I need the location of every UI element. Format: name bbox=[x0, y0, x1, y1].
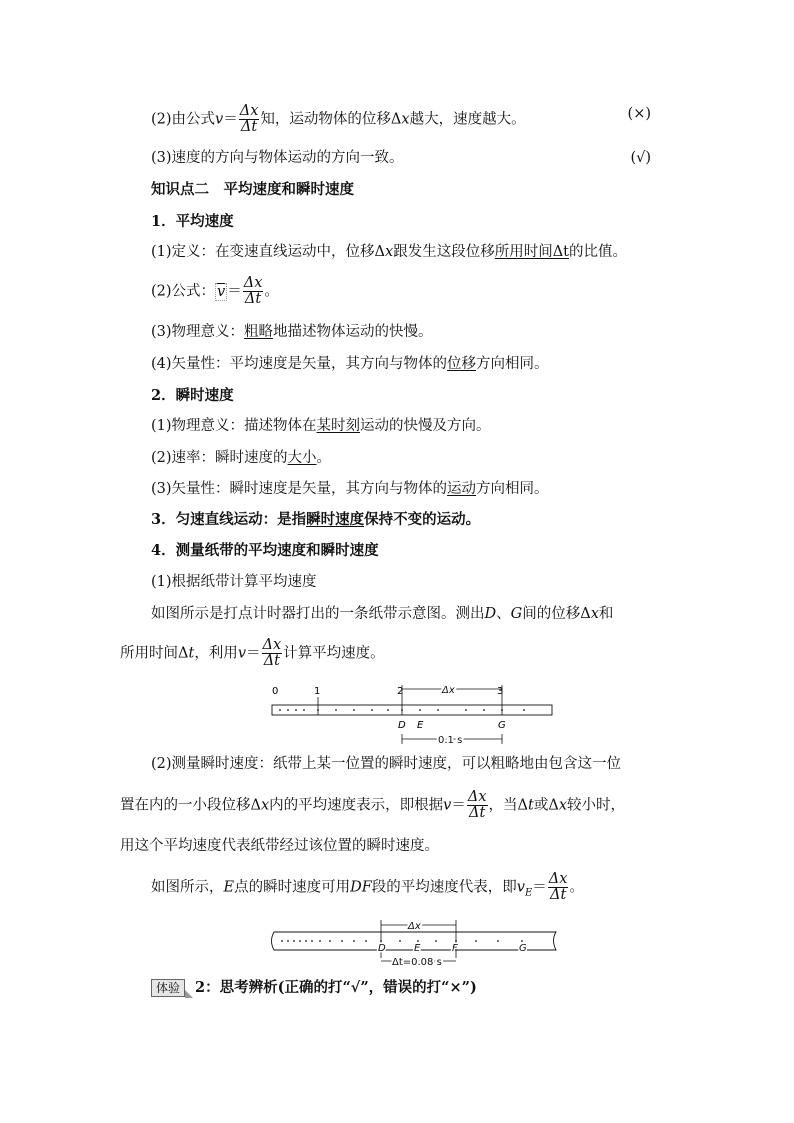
underlined: 所用时间Δt bbox=[494, 244, 570, 260]
underlined: 粗略 bbox=[244, 324, 274, 340]
frac-den: Δt bbox=[549, 887, 567, 903]
badge-corner-icon bbox=[185, 990, 193, 998]
exercise-heading bbox=[151, 978, 477, 998]
text: (2)由公式 bbox=[151, 111, 216, 128]
eq: ＝ bbox=[227, 283, 242, 300]
para-1-line-1 bbox=[151, 604, 613, 624]
underlined: 运动 bbox=[447, 481, 477, 497]
def-line bbox=[151, 242, 627, 262]
text: 知，运动物体的位移Δ bbox=[260, 111, 402, 128]
frac-den: Δt bbox=[240, 119, 258, 135]
text: 跟发生这段位移 bbox=[393, 244, 495, 260]
text: 如图所示， bbox=[151, 879, 224, 896]
tape2-point-d: D bbox=[378, 943, 386, 954]
fraction bbox=[262, 638, 283, 669]
subsection-4: 4．测量纸带的平均速度和瞬时速度 bbox=[151, 542, 379, 559]
var: t bbox=[528, 797, 534, 814]
text: 越大，速度越大。 bbox=[409, 111, 526, 128]
tape1-num-2: 2 bbox=[397, 686, 404, 697]
frac-den: Δt bbox=[469, 805, 486, 821]
tape2-time-label: Δt=0.08 s bbox=[392, 957, 442, 968]
underlined: 大小 bbox=[287, 450, 317, 466]
var: v bbox=[237, 645, 247, 662]
var-x: x bbox=[401, 111, 410, 128]
subsection-1: 1．平均速度 bbox=[151, 213, 234, 230]
vector-line bbox=[151, 354, 549, 374]
tape2-point-e: E bbox=[414, 943, 421, 954]
para-3 bbox=[151, 872, 584, 903]
frac-num: Δx bbox=[548, 871, 568, 887]
inst-vector-line bbox=[151, 479, 549, 499]
text: (2)速率：瞬时速度的 bbox=[151, 450, 288, 466]
frac-num: Δx bbox=[243, 275, 263, 291]
tape1-time-label: 0.1 s bbox=[438, 735, 463, 746]
text: 。 bbox=[569, 879, 584, 896]
underlined: 瞬时速度 bbox=[306, 511, 365, 528]
var: x bbox=[260, 797, 270, 814]
text: 的比值。 bbox=[569, 244, 628, 260]
underlined: 位移 bbox=[447, 356, 477, 372]
fraction bbox=[467, 790, 488, 821]
tape1-point-e: E bbox=[417, 720, 424, 731]
tape-diagram-2 bbox=[266, 918, 566, 970]
text: (1)定义：在变速直线运动中，位移Δ bbox=[151, 244, 386, 260]
text: (2)测量瞬时速度：纸带上某一位置的瞬时速度，可以粗略地由包含这一位 bbox=[151, 756, 622, 772]
text: ，当Δ bbox=[488, 797, 529, 814]
text: 3．匀速直线运动：是指 bbox=[151, 511, 307, 528]
tape2-point-g: G bbox=[519, 943, 527, 954]
text: 地描述物体运动的快慢。 bbox=[273, 324, 433, 340]
text: 和 bbox=[598, 606, 614, 622]
judge-mark: (×) bbox=[627, 106, 651, 122]
tape1-point-d: D bbox=[398, 720, 406, 731]
text: (1)物理意义：描述物体在 bbox=[151, 418, 317, 434]
eq: ＝ bbox=[223, 111, 238, 128]
text: 计算平均速度。 bbox=[283, 645, 385, 662]
tape1-point-g: G bbox=[498, 720, 506, 731]
var-v-bar: $\overline{v}$ bbox=[217, 283, 226, 300]
text: 或Δ bbox=[533, 797, 559, 814]
var-v: v bbox=[215, 111, 224, 128]
text: 点的瞬时速度可用 bbox=[234, 879, 351, 896]
frac-den: Δt bbox=[263, 653, 280, 669]
frac-den: Δt bbox=[244, 291, 262, 307]
var: E bbox=[223, 879, 235, 896]
text: 如图所示是打点计时器打出的一条纸带示意图。测出 bbox=[151, 606, 485, 622]
underlined: 某时刻 bbox=[316, 418, 361, 434]
var: G bbox=[510, 606, 523, 622]
tape2-delta-label: Δx bbox=[408, 921, 421, 932]
eq: ＝ bbox=[451, 797, 466, 814]
subsection-2: 2．瞬时速度 bbox=[151, 387, 234, 404]
para-2-line-1 bbox=[151, 754, 621, 774]
tape1-strip bbox=[272, 705, 552, 715]
tape1-num-1: 1 bbox=[314, 686, 321, 697]
uniform-motion-line bbox=[151, 510, 480, 530]
tape2-point-f: F bbox=[452, 943, 458, 954]
fraction bbox=[548, 872, 569, 903]
section-heading: 知识点二 平均速度和瞬时速度 bbox=[151, 181, 354, 198]
frac-num: Δx bbox=[262, 637, 282, 653]
experience-badge: 体验 bbox=[151, 979, 185, 997]
var: D bbox=[484, 606, 497, 622]
var: DF bbox=[350, 879, 372, 896]
var: x bbox=[558, 797, 568, 814]
tape2-dots bbox=[281, 940, 523, 942]
text: 较小时， bbox=[567, 797, 626, 814]
eq: ＝ bbox=[246, 645, 261, 662]
inst-meaning-line bbox=[151, 416, 491, 436]
subitem-1: (1)根据纸带计算平均速度 bbox=[151, 574, 317, 590]
text: 。 bbox=[316, 450, 332, 466]
var: t bbox=[188, 645, 195, 662]
frac-num: Δx bbox=[239, 103, 259, 119]
para-2-line-2 bbox=[120, 790, 625, 821]
text: ，利用 bbox=[194, 645, 238, 662]
eq: ＝ bbox=[532, 879, 547, 896]
text: 方向相同。 bbox=[476, 356, 549, 372]
var: v bbox=[443, 797, 452, 814]
var: x bbox=[590, 606, 599, 622]
tape1-num-0: 0 bbox=[272, 686, 279, 697]
meaning-line bbox=[151, 322, 433, 342]
subscript: E bbox=[524, 887, 533, 899]
para-2-line-3: 用这个平均速度代表纸带经过该位置的瞬时速度。 bbox=[120, 838, 439, 854]
judge-mark: (√) bbox=[630, 150, 651, 166]
formula-line bbox=[151, 276, 279, 307]
text: 置在内的一小段位移Δ bbox=[120, 797, 261, 814]
judge-item-3 bbox=[151, 148, 651, 168]
var: v bbox=[516, 879, 525, 896]
text: 段的平均速度代表，即 bbox=[371, 879, 517, 896]
tape1-num-3: 3 bbox=[497, 686, 504, 697]
text: 、 bbox=[496, 606, 511, 622]
text: (4)矢量性：平均速度是矢量，其方向与物体的 bbox=[151, 356, 448, 372]
judge-item-2 bbox=[151, 104, 651, 135]
text: 间的位移Δ bbox=[522, 606, 591, 622]
text: 所用时间Δ bbox=[120, 645, 189, 662]
text: (3)物理意义： bbox=[151, 324, 245, 340]
fraction bbox=[239, 104, 260, 135]
text: (2)公式： bbox=[151, 283, 216, 300]
text: 内的平均速度表示，即根据 bbox=[269, 797, 444, 814]
text: 保持不变的运动。 bbox=[364, 511, 481, 528]
text: 。 bbox=[264, 283, 279, 300]
speed-line bbox=[151, 448, 331, 468]
text: (3)速度的方向与物体运动的方向一致。 bbox=[151, 150, 404, 166]
para-1-line-2 bbox=[120, 638, 385, 669]
text: 2：思考辨析(正确的打“√”，错误的打“×”) bbox=[195, 979, 477, 996]
tape1-delta-label: Δx bbox=[442, 685, 455, 696]
text: 运动的快慢及方向。 bbox=[360, 418, 491, 434]
fraction bbox=[243, 276, 264, 307]
var-x: x bbox=[385, 244, 394, 260]
text: 方向相同。 bbox=[476, 481, 549, 497]
text: (3)矢量性：瞬时速度是矢量，其方向与物体的 bbox=[151, 481, 448, 497]
frac-num: Δx bbox=[467, 789, 487, 805]
tape-diagram-1 bbox=[262, 684, 562, 746]
